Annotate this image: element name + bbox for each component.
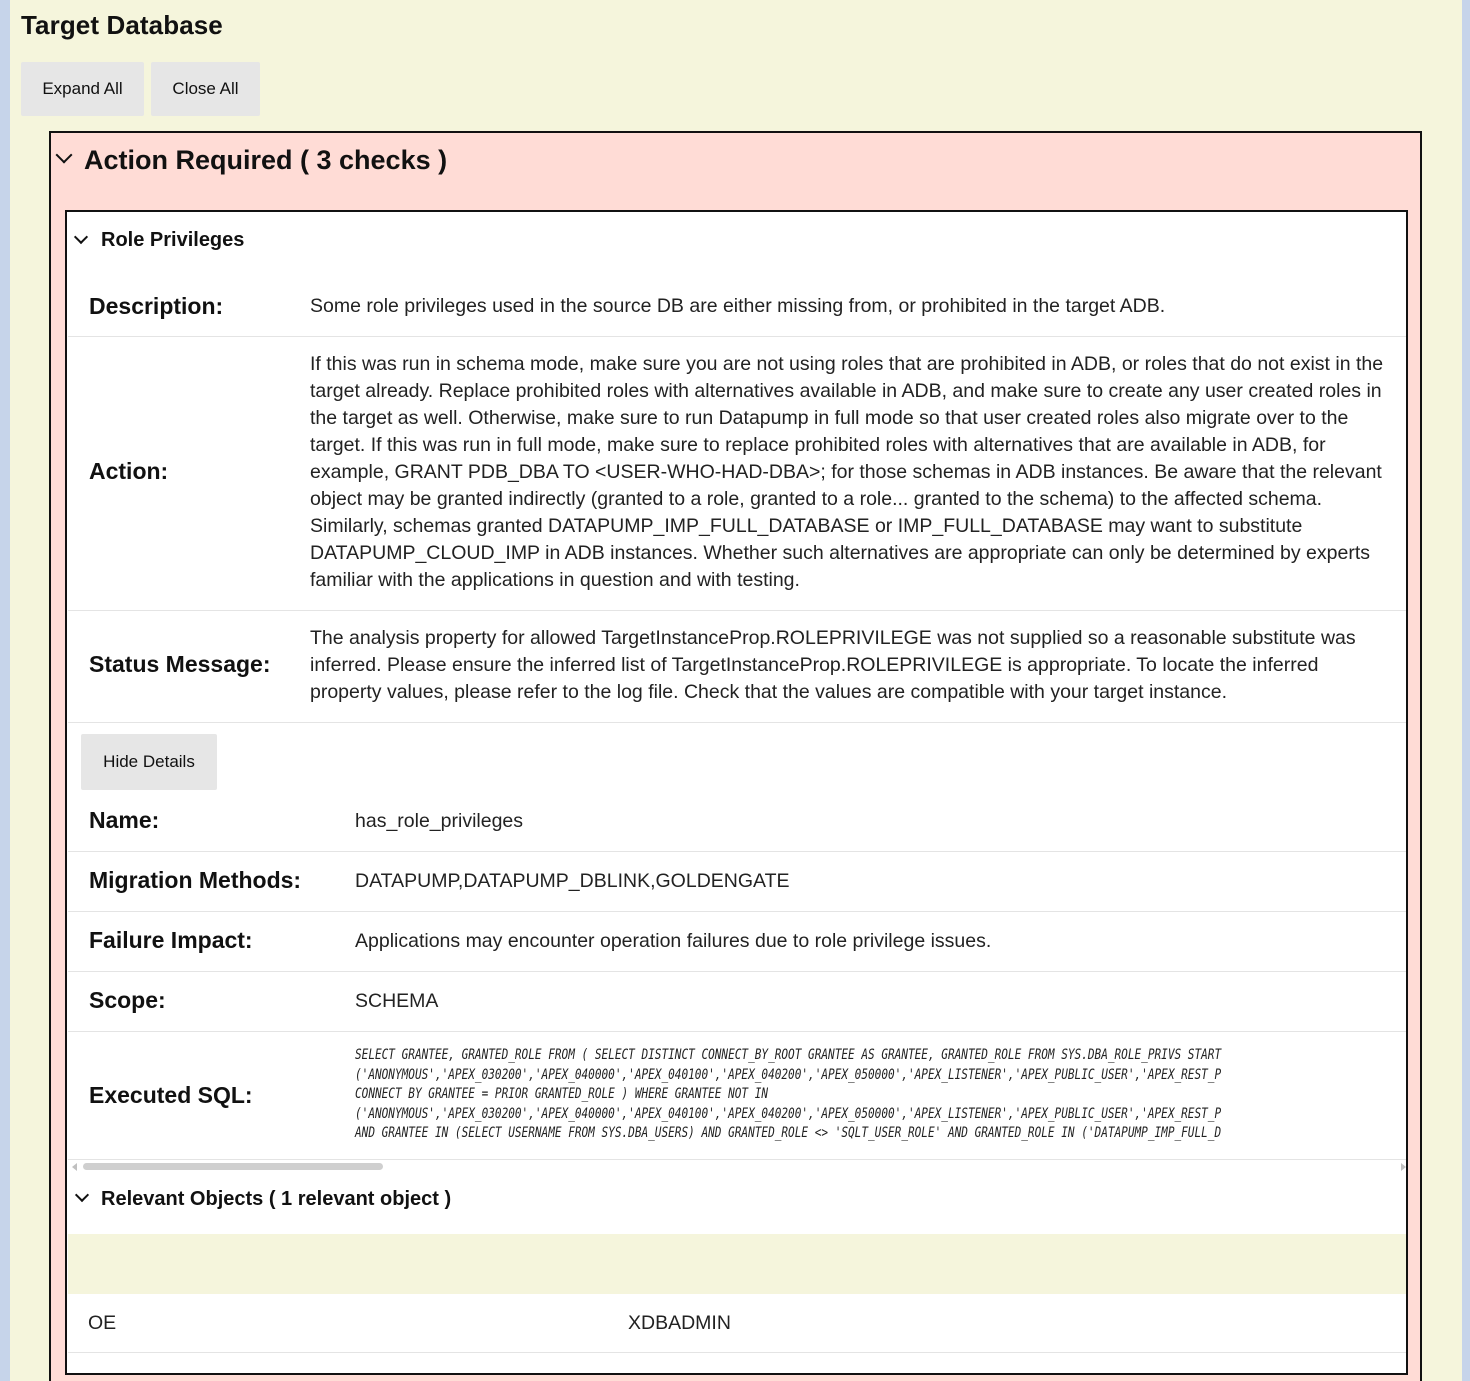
scope-value: SCHEMA (355, 990, 439, 1012)
impact-value: Applications may encounter operation failures due to role privilege issues. (355, 930, 992, 952)
table-cell: XDBADMIN (628, 1312, 731, 1334)
check-title[interactable]: Role Privileges (101, 229, 245, 251)
sql-value: SELECT GRANTEE, GRANTED_ROLE FROM ( SELECT DISTINCT CONNECT_BY_ROOT GRANTEE AS GRANTEE, GRANTED_ROLE FROM SYS.DBA_ROLE_PRIVS START ('ANONYMOUS','APEX_030200','APEX_040000','APEX_040100','APEX_040200','APEX_050000','APEX_LISTENER','APEX_PUBLIC_USER','APEX_REST_P CONNECT BY GRANTEE = PRIOR GRANTED_ROLE ) WHERE GRANTEE NOT IN ('ANONYMOUS','APEX_030200','APEX_040000','APEX_040100','APEX_040200','APEX_050000','APEX_LISTENER','APEX_PUBLIC_USER','APEX_REST_P AND GRANTEE IN (SELECT USERNAME FROM SYS.DBA_USERS) AND GRANTED_ROLE <> 'SQLT_USER_ROLE' AND GRANTED_ROLE IN ('DATAPUMP_IMP_FULL_D (355, 1047, 1222, 1142)
detail-impact-row (68, 912, 1408, 972)
scrollbar-thumb[interactable] (83, 1163, 383, 1170)
detail-sql-row (68, 1032, 1408, 1160)
detail-name-row (68, 792, 1408, 852)
relevant-objects-table-header (68, 1234, 1408, 1294)
scroll-right-icon[interactable] (1401, 1163, 1406, 1171)
close-all-button[interactable]: Close All (151, 62, 260, 116)
relevant-objects-header[interactable] (68, 1180, 1408, 1220)
horizontal-scrollbar[interactable] (68, 1160, 1408, 1174)
chevron-down-icon[interactable] (74, 230, 88, 244)
action-row (68, 337, 1408, 611)
expand-all-button[interactable]: Expand All (21, 62, 144, 116)
hide-details-button[interactable]: Hide Details (81, 734, 217, 790)
sql-label: Executed SQL: (89, 1082, 253, 1108)
description-value: Some role privileges used in the source DB are either missing from, or prohibited in the target ADB. (310, 295, 1166, 317)
methods-label: Migration Methods: (89, 867, 302, 893)
description-row (68, 277, 1408, 337)
action-required-section (49, 131, 1422, 1381)
page (10, 0, 1462, 1381)
description-label: Description: (89, 293, 224, 319)
impact-label: Failure Impact: (89, 927, 253, 953)
name-value: has_role_privileges (355, 810, 524, 832)
table-cell: OE (88, 1312, 117, 1334)
status-message-label: Status Message: (89, 651, 271, 677)
chevron-down-icon[interactable] (56, 147, 73, 164)
methods-value: DATAPUMP,DATAPUMP_DBLINK,GOLDENGATE (355, 870, 790, 892)
scroll-left-icon[interactable] (72, 1163, 77, 1171)
table-row (68, 1294, 1408, 1353)
status-message-value: The analysis property for allowed TargetInstanceProp.ROLEPRIVILEGE was not supplied so a reasonable substitute was inferred. Please ensure the inferred list of TargetInstanceProp.ROLEPRIVILEGE is appropriate. To locate the inferred property values, please refer to the log file. Check that the values are compatible with your target instance. (310, 627, 1356, 703)
action-value: If this was run in schema mode, make sure you are not using roles that are prohibited in ADB, or roles that do not exist in the target already. Replace prohibited roles with alternatives available in ADB, and make sure to create any user created roles in the target as well. Otherwise, make sure to run Datapump in full mode so that user created roles also migrate over to the target. If this was run in full mode, make sure to replace prohibited roles with alternatives that are available in ADB, for example, GRANT PDB_DBA TO <USER-WHO-HAD-DBA>; for those schemas in ADB instances. Be aware that the relevant object may be granted indirectly (granted to a role, granted to a role... granted to the schema) to the affected schema. Similarly, schemas granted DATAPUMP_IMP_FULL_DATABASE or IMP_FULL_DATABASE may want to substitute DATAPUMP_CLOUD_IMP in ADB instances. Whether such alternatives are appropriate can only be determined by experts familiar with the applications in question and with testing. (310, 353, 1384, 591)
status-message-row (68, 611, 1408, 723)
relevant-objects-title[interactable]: Relevant Objects ( 1 relevant object ) (101, 1188, 452, 1210)
page-title: Target Database (21, 10, 223, 40)
name-label: Name: (89, 807, 160, 833)
action-label: Action: (89, 458, 169, 484)
detail-scope-row (68, 972, 1408, 1032)
chevron-down-icon[interactable] (75, 1188, 89, 1202)
role-privileges-check (65, 210, 1408, 1375)
scope-label: Scope: (89, 987, 166, 1013)
action-required-title[interactable]: Action Required ( 3 checks ) (84, 145, 448, 175)
detail-methods-row (68, 852, 1408, 912)
